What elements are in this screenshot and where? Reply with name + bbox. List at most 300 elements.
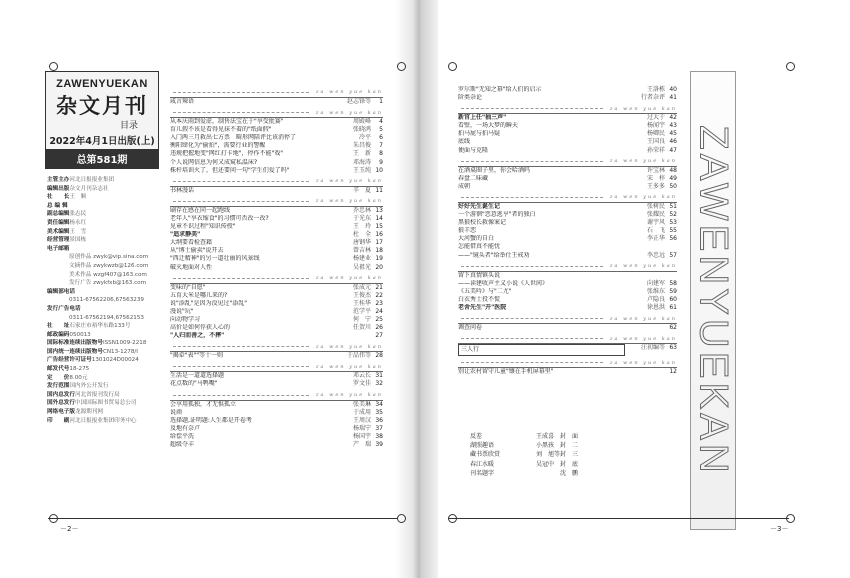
info-row bbox=[47, 305, 157, 314]
toc-entry bbox=[170, 425, 383, 433]
info-row bbox=[47, 279, 157, 288]
toc-entry bbox=[170, 118, 383, 126]
info-key: 美术编辑 bbox=[47, 228, 70, 235]
info-key: 印 刷 bbox=[47, 417, 70, 424]
info-row bbox=[47, 365, 157, 374]
entry-author: 曾吉林 bbox=[352, 247, 371, 255]
entry-title: 留下真情镇头说 bbox=[458, 271, 501, 279]
info-key: 编辑部电话 bbox=[47, 288, 75, 295]
info-row bbox=[47, 374, 157, 383]
entry-page: 10 bbox=[375, 166, 383, 174]
info-row bbox=[47, 296, 157, 305]
credit-entry bbox=[470, 432, 580, 441]
entry-author: 赵志锋等 bbox=[346, 98, 371, 105]
entry-page: 42 bbox=[669, 114, 677, 122]
info-value: 杨永红 bbox=[69, 219, 87, 226]
entry-page: 62 bbox=[669, 324, 677, 332]
info-value: 050013 bbox=[69, 331, 91, 338]
entry-title: 成朝 bbox=[458, 182, 471, 190]
entry-page: 13 bbox=[375, 206, 383, 214]
entry-page: 16 bbox=[375, 231, 383, 239]
info-key: 国外总发行 bbox=[47, 400, 75, 407]
toc-entry bbox=[458, 368, 677, 376]
section-rule bbox=[173, 112, 309, 113]
info-value: 河北省报刊发行局 bbox=[74, 391, 120, 398]
info-key: 国际标准连续出版物号 bbox=[47, 340, 103, 347]
entry-page: 26 bbox=[375, 324, 383, 332]
toc-entry bbox=[170, 223, 383, 231]
entry-page: 61 bbox=[669, 303, 677, 311]
info-row bbox=[47, 228, 157, 237]
entry-title: 阶类杂论 bbox=[458, 94, 483, 102]
vertical-brand-text: ZAWENYUEKAN bbox=[691, 124, 736, 477]
toc-entry bbox=[170, 247, 383, 255]
section-header bbox=[458, 104, 677, 114]
entry-title: 调查问卷 bbox=[458, 324, 483, 332]
entry-author: 王多多 bbox=[646, 182, 665, 190]
toc-entry bbox=[458, 130, 677, 138]
entry-author: 王俊杰 bbox=[352, 291, 371, 299]
toc-entry bbox=[170, 401, 383, 409]
entry-page: 60 bbox=[669, 295, 677, 303]
entry-author: 李忠远 bbox=[646, 251, 665, 259]
page-number-left: －2－ bbox=[60, 525, 79, 533]
entry-author: 冷平 bbox=[358, 134, 371, 142]
section-decoration: za wen yue kan bbox=[315, 363, 383, 370]
credit-entry bbox=[470, 460, 580, 469]
credit-artist: 王成喜 bbox=[536, 433, 555, 440]
entry-title: 见章不识过程"知识传授" bbox=[170, 223, 236, 231]
info-row bbox=[47, 331, 157, 340]
entry-author: 杨国宇 bbox=[352, 432, 371, 440]
section-rule bbox=[173, 366, 309, 367]
section-header bbox=[458, 157, 677, 167]
toc-entry bbox=[170, 324, 383, 332]
credit-title: 刊名题字 bbox=[470, 469, 495, 477]
entry-title: 给偿平洗 bbox=[170, 432, 195, 440]
entry-title: 狼羊恋 bbox=[458, 227, 477, 235]
info-value: 0311-67562206,67563239 bbox=[69, 297, 144, 304]
info-value: 河北日报报业集团 bbox=[69, 177, 115, 183]
footer-rule bbox=[449, 518, 789, 519]
toc-entry bbox=[170, 207, 383, 215]
masthead bbox=[45, 71, 159, 169]
info-key bbox=[47, 253, 69, 262]
entry-title: 衡阳肆化为"偷拍"，需要行业的警醒 bbox=[170, 142, 266, 150]
section-rule bbox=[461, 362, 603, 363]
entry-page: 28 bbox=[375, 352, 383, 360]
issue-date: 2022年4月1日出版(上) bbox=[49, 136, 155, 147]
entry-title: 从本庆雨到爱虚，制售法宝在于"享受批赛" bbox=[170, 118, 284, 126]
entry-title: 漫说"玩" bbox=[170, 307, 194, 315]
section-header bbox=[170, 197, 383, 207]
corner-mark bbox=[49, 62, 58, 71]
entry-page: 55 bbox=[669, 227, 677, 235]
info-key bbox=[47, 296, 69, 305]
toc-entry bbox=[458, 211, 677, 219]
toc-entry bbox=[170, 284, 383, 292]
entry-author: 张晓鸿 bbox=[352, 126, 371, 134]
toc-entry bbox=[458, 175, 677, 183]
entry-page: 24 bbox=[375, 307, 383, 315]
entry-page: 1 bbox=[379, 98, 383, 105]
entry-author: 王周汉 bbox=[352, 416, 371, 424]
toc-entry bbox=[170, 316, 383, 324]
entry-author bbox=[625, 272, 665, 280]
entry-page bbox=[665, 243, 677, 251]
credit-location: 封 底 bbox=[560, 460, 579, 468]
info-row bbox=[47, 210, 157, 219]
entry-page: 8 bbox=[379, 150, 383, 158]
entry-author: 徐恩洪 bbox=[646, 303, 665, 311]
entry-author bbox=[625, 368, 665, 376]
info-key: 社 址 bbox=[47, 323, 70, 330]
entry-author: 行者杂评 bbox=[640, 94, 665, 102]
corner-mark bbox=[397, 62, 406, 71]
info-row bbox=[47, 314, 157, 323]
entry-author: 乔忠林 bbox=[352, 206, 371, 214]
section-header bbox=[170, 362, 383, 372]
toc-entry bbox=[170, 134, 383, 142]
info-value: ISSN1009-2218 bbox=[102, 340, 147, 347]
info-value: 发行广告 zwykfxb@163.com bbox=[69, 280, 147, 287]
entry-title: 老年人"享衣缩食"的习惯可否改一改? bbox=[170, 214, 269, 222]
entry-page bbox=[665, 272, 677, 280]
entry-title: 咸言辣语 bbox=[170, 98, 195, 105]
toc-entry bbox=[458, 203, 677, 211]
entry-author: 何 宁 bbox=[352, 315, 371, 323]
info-key bbox=[47, 262, 69, 271]
entry-author: 王国良 bbox=[646, 138, 665, 146]
info-key: 网络电子版 bbox=[47, 409, 75, 416]
info-row bbox=[47, 245, 157, 254]
info-key: 编辑出版 bbox=[47, 185, 70, 192]
toc-entry bbox=[170, 441, 383, 449]
info-key: 总 编 辑 bbox=[47, 202, 68, 209]
section-header bbox=[170, 88, 383, 98]
entry-title: 株杆培训火了，但还要问一句"学生们爱了吗" bbox=[170, 166, 290, 174]
entry-author: 邓海涛 bbox=[352, 158, 371, 166]
entry-author: 谢宇风 bbox=[646, 219, 665, 227]
info-key: 社 长 bbox=[47, 194, 70, 201]
toc-entry bbox=[170, 300, 383, 308]
credit-artist: 吴冠中 bbox=[536, 460, 555, 468]
entry-title: 个人说网信息为何又成窥私温床? bbox=[170, 158, 258, 166]
entry-title: 从"博士偷卖"说开去 bbox=[170, 247, 224, 255]
toc-entry bbox=[170, 126, 383, 134]
info-value: 王 雪 bbox=[69, 228, 87, 235]
entry-title: 《五美吟》与"二尤" bbox=[458, 287, 512, 295]
toc-entry bbox=[170, 409, 383, 417]
toc-entry bbox=[458, 138, 677, 146]
entry-title: 高价是如何俘获人心的 bbox=[170, 324, 231, 332]
toc-entry bbox=[170, 215, 383, 223]
section-rule bbox=[461, 197, 603, 198]
vertical-brand-strip bbox=[690, 71, 736, 530]
info-value: 美术作品 wzgf407@163.com bbox=[69, 271, 147, 278]
toc-entry bbox=[458, 167, 677, 175]
toc-entry bbox=[458, 227, 677, 235]
toc-entry bbox=[458, 324, 677, 332]
section-decoration: za wen yue kan bbox=[315, 391, 383, 398]
toc-entry bbox=[458, 219, 677, 227]
toc-entry bbox=[458, 147, 677, 155]
toc-entry bbox=[170, 142, 383, 150]
credit-title: 湖照趣语 bbox=[470, 442, 495, 450]
section-decoration: za wen yue kan bbox=[609, 335, 677, 342]
section-decoration: za wen yue kan bbox=[315, 198, 383, 205]
credit-location: 封 二 bbox=[560, 442, 579, 450]
corner-mark bbox=[448, 62, 457, 71]
entry-page: 14 bbox=[375, 214, 383, 222]
toc-entry bbox=[170, 380, 383, 388]
section-rule bbox=[173, 346, 309, 347]
entry-page: 47 bbox=[669, 146, 677, 154]
entry-title: 生活是一道道选择题 bbox=[170, 372, 225, 380]
entry-title: 罗尔斯"无知之幕"给人们的启示 bbox=[458, 86, 542, 93]
credit-title: 春江水暖 bbox=[470, 460, 495, 468]
entry-author: 于光东 bbox=[352, 214, 371, 222]
credit-entry bbox=[470, 469, 580, 478]
entry-page: 40 bbox=[669, 86, 677, 93]
entry-author bbox=[625, 324, 665, 332]
entry-page: 15 bbox=[375, 223, 383, 231]
entry-author: 杨闻宇 bbox=[646, 122, 665, 130]
entry-author: 杜 全 bbox=[352, 231, 371, 239]
credit-artist bbox=[536, 469, 560, 478]
info-value: 景国栋 bbox=[69, 237, 87, 244]
entry-author: 杨瑞宁 bbox=[352, 424, 371, 432]
toc-entry bbox=[170, 150, 383, 158]
entry-author bbox=[625, 243, 665, 251]
toc-entry bbox=[458, 114, 677, 122]
entry-title: "西迁精神"的另一道壮丽的风景线 bbox=[170, 255, 260, 263]
entry-page: 57 bbox=[669, 251, 677, 259]
credit-location: 封 三 bbox=[560, 451, 579, 459]
left-table-of-contents bbox=[170, 86, 383, 449]
entry-title: 好好先生诞生记 bbox=[458, 202, 501, 210]
section-rule bbox=[173, 92, 309, 93]
info-value: 原创作品 zwyk@vip.sina.com bbox=[69, 254, 149, 261]
entry-page: 59 bbox=[669, 287, 677, 295]
corner-mark bbox=[786, 62, 795, 71]
info-key: 定 价 bbox=[47, 374, 70, 381]
entry-page: 53 bbox=[669, 219, 677, 227]
entry-title: 会享用孤独，才无惧孤立 bbox=[170, 400, 237, 408]
section-header bbox=[458, 262, 677, 272]
entry-title: "追求静美" bbox=[170, 231, 201, 239]
section-rule bbox=[461, 266, 603, 267]
section-decoration: za wen yue kan bbox=[315, 343, 383, 350]
entry-page: 11 bbox=[375, 186, 383, 194]
section-rule bbox=[461, 338, 603, 339]
info-value: 王 顺 bbox=[69, 194, 87, 201]
entry-title: 在酒桌圈子里，你会哈酒吗 bbox=[458, 166, 531, 174]
entry-page: 22 bbox=[375, 291, 383, 299]
entry-author: 石 飞 bbox=[646, 227, 665, 235]
right-table-of-contents bbox=[458, 86, 677, 376]
masthead-latin: ZAWENYUEKAN bbox=[56, 78, 148, 90]
entry-page: 9 bbox=[379, 158, 383, 166]
entry-author: 宋 梓 bbox=[646, 174, 665, 182]
toc-entry bbox=[170, 167, 383, 175]
info-row bbox=[47, 176, 157, 185]
info-key: 主管主办 bbox=[47, 177, 70, 183]
info-key: 邮政编码 bbox=[47, 331, 70, 338]
contents-label: 目录 bbox=[119, 121, 138, 131]
entry-page: 56 bbox=[669, 235, 677, 243]
toc-entry bbox=[170, 239, 383, 247]
entry-author: 孙荣祥 bbox=[646, 146, 665, 154]
entry-page: 41 bbox=[669, 94, 677, 102]
info-row bbox=[47, 253, 157, 262]
section-decoration: za wen yue kan bbox=[609, 158, 677, 165]
entry-author: 范学平 bbox=[352, 307, 371, 315]
entry-page: 18 bbox=[375, 247, 383, 255]
entry-title: 超级夺丰 bbox=[170, 441, 195, 448]
info-key: 广告经营许可证号 bbox=[47, 357, 92, 364]
entry-author: 张美琳 bbox=[352, 400, 371, 408]
info-row bbox=[47, 262, 157, 271]
entry-title: 及地有奈卢 bbox=[170, 424, 201, 432]
info-row bbox=[47, 219, 157, 228]
page-number-right: －3－ bbox=[770, 525, 789, 533]
section-rule bbox=[461, 161, 603, 162]
entry-author: 许宝林 bbox=[646, 166, 665, 174]
section-decoration: za wen yue kan bbox=[609, 359, 677, 366]
entry-author: 李正华 bbox=[646, 235, 665, 243]
toc-entry bbox=[170, 352, 383, 360]
entry-title: 拍马屁与拍马疑 bbox=[458, 130, 501, 138]
entry-author: 周殿峰 bbox=[352, 118, 371, 126]
toc-entry bbox=[458, 252, 677, 260]
entry-title: 违规把握地变"网红打卡地"，停作不能"戏" bbox=[170, 150, 284, 158]
entry-title: 破灭地面对人性 bbox=[170, 263, 213, 271]
section-decoration: za wen yue kan bbox=[315, 178, 383, 185]
credit-title: 反差 bbox=[470, 433, 483, 440]
section-decoration: za wen yue kan bbox=[315, 109, 383, 116]
entry-title: 大河蟹的自白 bbox=[458, 235, 495, 243]
info-value: 石家庄市裕华东路133号 bbox=[69, 323, 131, 330]
toc-entry bbox=[170, 231, 383, 239]
info-row bbox=[47, 193, 157, 202]
entry-page: 6 bbox=[379, 134, 383, 142]
entry-title: 说"添乱"是因为没见过"添乱" bbox=[170, 299, 248, 307]
info-value: 中国国际图书贸易总公司 bbox=[74, 400, 137, 407]
credit-title: 藏书票欣赏 bbox=[470, 451, 501, 459]
info-value: 8.00元 bbox=[69, 374, 88, 381]
section-decoration: za wen yue kan bbox=[609, 263, 677, 270]
section-decoration: za wen yue kan bbox=[315, 89, 383, 96]
entry-author: 邓云长 bbox=[352, 372, 371, 380]
entry-title: 黑狼校长救像案记 bbox=[458, 219, 507, 227]
toc-entry bbox=[170, 433, 383, 441]
section-header bbox=[458, 334, 677, 344]
info-value: 河北日报报业集团印务中心 bbox=[69, 417, 137, 424]
entry-author: 张耀民 bbox=[646, 211, 665, 219]
entry-page: 49 bbox=[669, 174, 677, 182]
entry-title: 刷存在感在同一起跑线 bbox=[170, 206, 231, 214]
info-value: CN13-1278/I bbox=[102, 348, 138, 355]
info-key bbox=[47, 271, 69, 280]
toc-entry bbox=[170, 98, 383, 106]
entry-title: 说顽 bbox=[170, 408, 183, 416]
credit-artist: 刘 旭等 bbox=[536, 451, 561, 459]
entry-author: 于品伟等 bbox=[346, 352, 371, 360]
entry-author: 吴祖光 bbox=[352, 263, 371, 271]
entry-author: 任贺川 bbox=[352, 324, 371, 332]
toc-entry bbox=[458, 304, 677, 312]
entry-author: 卢隐良 bbox=[646, 295, 665, 303]
magazine-title: 杂文月刊 bbox=[56, 93, 148, 118]
corner-mark bbox=[397, 514, 406, 523]
info-row bbox=[47, 202, 157, 211]
info-key: 国内统一连续出版物号 bbox=[47, 348, 103, 355]
entry-page: 7 bbox=[379, 142, 383, 150]
info-key: 发行范围 bbox=[47, 383, 70, 390]
entry-page: 52 bbox=[669, 211, 677, 219]
entry-page: 50 bbox=[669, 182, 677, 190]
section-decoration: za wen yue kan bbox=[609, 194, 677, 201]
info-value: 国内外公开发行 bbox=[69, 383, 109, 390]
info-key bbox=[47, 279, 69, 288]
info-key: 电子邮箱 bbox=[47, 245, 70, 252]
toc-entry bbox=[458, 122, 677, 130]
info-row bbox=[47, 382, 157, 391]
toc-entry bbox=[458, 344, 677, 356]
entry-page: 34 bbox=[375, 400, 383, 408]
toc-entry bbox=[458, 243, 677, 251]
entry-author: 过大于 bbox=[646, 114, 665, 122]
issue-number: 总第581期 bbox=[46, 149, 158, 168]
entry-page: 36 bbox=[375, 416, 383, 424]
info-value: 18-275 bbox=[69, 366, 90, 373]
entry-author: 张维东 bbox=[646, 287, 665, 295]
entry-title: 白衣秀士投不慌 bbox=[458, 295, 501, 303]
entry-author: 杨建业 bbox=[352, 255, 371, 263]
entry-author: 辛 夏 bbox=[352, 186, 371, 194]
entry-page: 21 bbox=[375, 283, 383, 291]
entry-title: 新官上任"抽三声" bbox=[458, 114, 507, 122]
art-credits bbox=[470, 432, 580, 478]
entry-title: 春盘二味藏 bbox=[458, 174, 489, 182]
info-row bbox=[47, 356, 157, 365]
entry-title: 入门两三月救出七方票 畸形网陪评比该消停了 bbox=[170, 134, 297, 142]
credit-entry bbox=[470, 450, 580, 459]
entry-author: 王玉纯 bbox=[352, 166, 371, 174]
entry-page: 23 bbox=[375, 299, 383, 307]
entry-page: 43 bbox=[669, 122, 677, 130]
entry-title: 育儿假不该是看得见抹不着的"纸面假" bbox=[170, 126, 272, 134]
toc-entry bbox=[458, 296, 677, 304]
entry-author: 朱昌俊 bbox=[352, 142, 371, 150]
info-row bbox=[47, 185, 157, 194]
toc-entry bbox=[170, 255, 383, 263]
entry-author: 汪初编等 bbox=[640, 344, 665, 352]
section-header bbox=[458, 358, 677, 368]
entry-title: 向动物学习 bbox=[170, 315, 201, 323]
entry-title: 大纲要看检查籍 bbox=[170, 239, 213, 247]
entry-page: 27 bbox=[375, 332, 383, 340]
footer-rule bbox=[48, 518, 398, 519]
entry-title: 怎能借真不能忧 bbox=[458, 243, 501, 251]
entry-author: 张树民 bbox=[646, 202, 665, 210]
toc-entry bbox=[170, 332, 383, 340]
toc-entry bbox=[458, 272, 677, 280]
info-row bbox=[47, 408, 157, 417]
section-header bbox=[458, 314, 677, 324]
credit-location: 封 面 bbox=[560, 433, 579, 440]
